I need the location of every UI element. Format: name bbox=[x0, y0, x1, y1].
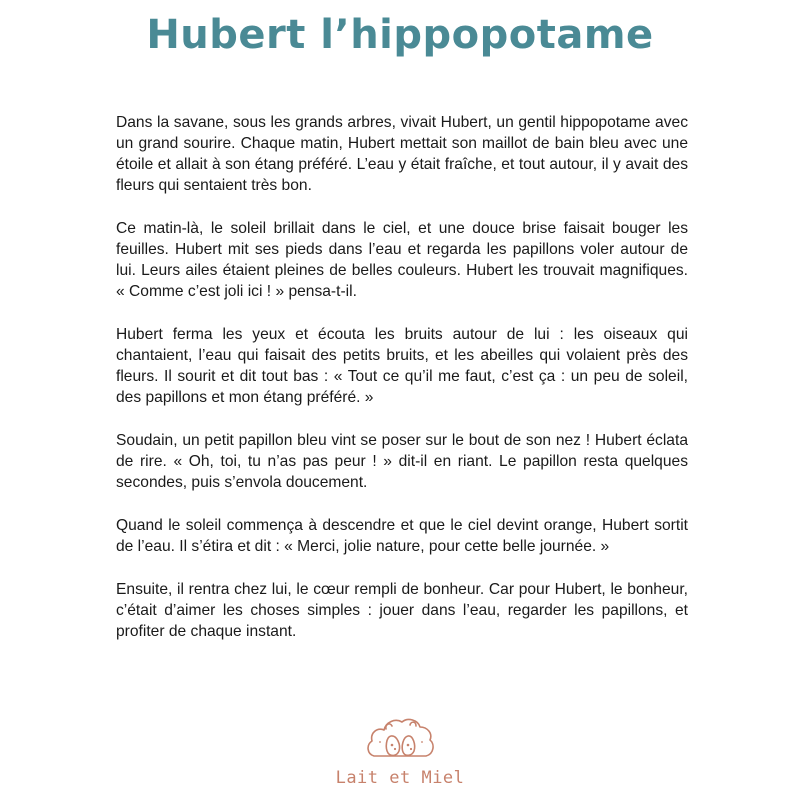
hippo-face-icon bbox=[364, 712, 436, 764]
paragraph-3: Hubert ferma les yeux et écouta les bruits autour de lui : les oiseaux qui chantaient, l’eau qui faisait des petits bruits, et les abeilles qui volaient près des fleurs. Il sourit et dit tout bas : « Tout ce qu’il me faut, c’est ça : un peu de soleil, des papillons et mon étang préféré. » bbox=[116, 326, 688, 406]
paragraph-4: Soudain, un petit papillon bleu vint se poser sur le bout de son nez ! Hubert éclata de rire. « Oh, toi, tu n’as pas peur ! » dit-il en riant. Le papillon resta quelques secondes, puis s’envola doucement. bbox=[116, 432, 688, 491]
paragraph-2: Ce matin-là, le soleil brillait dans le ciel, et une douce brise faisait bouger les feuilles. Hubert mit ses pieds dans l’eau et regarda les papillons voler autour de lui. Leurs ailes étaient pleines de belles couleurs. Hubert les trouvait magnifiques. « Comme c’est joli ici ! » pensa-t-il. bbox=[116, 220, 688, 300]
story-body bbox=[116, 112, 688, 664]
page-title: Hubert l’hippopotame bbox=[146, 12, 654, 58]
paragraph-1: Dans la savane, sous les grands arbres, vivait Hubert, un gentil hippopotame avec un grand sourire. Chaque matin, Hubert mettait son maillot de bain bleu avec une étoile et allait à son étang préféré. L’eau y était fraîche, et tout autour, il y avait des fleurs qui sentaient très bon. bbox=[116, 114, 688, 194]
paragraph-6: Ensuite, il rentra chez lui, le cœur rempli de bonheur. Car pour Hubert, le bonheur, c’était d’aimer les choses simples : jouer dans l’eau, regarder les papillons, et profiter de chaque instant. bbox=[116, 581, 688, 640]
paragraph-5: Quand le soleil commença à descendre et que le ciel devint orange, Hubert sortit de l’eau. Il s’étira et dit : « Merci, jolie nature, pour cette belle journée. » bbox=[116, 517, 688, 555]
brand-logo bbox=[330, 712, 470, 792]
brand-name: Lait et Miel bbox=[335, 768, 465, 788]
